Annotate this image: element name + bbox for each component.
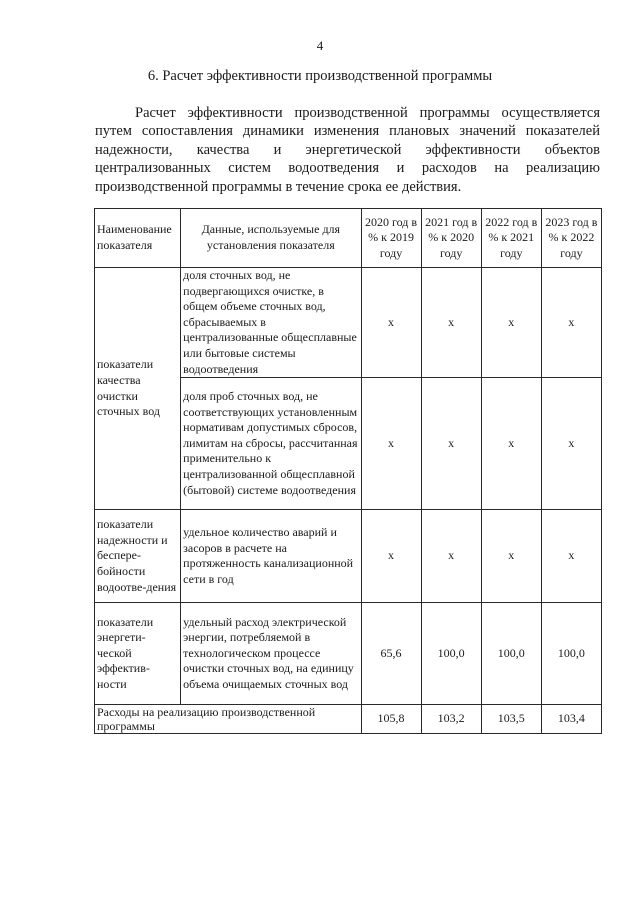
table-row [95, 510, 602, 603]
value-cell: 100,0 [481, 603, 541, 705]
efficiency-table [94, 208, 602, 734]
value-cell: 65,6 [361, 603, 421, 705]
value-cell: 100,0 [421, 603, 481, 705]
section-title: 6. Расчет эффективности производственной программы [147, 68, 493, 84]
category-reliability: показатели надежности и беспере-бойности водоотве-дения [95, 510, 181, 603]
header-year-2021: 2021 год в % к 2020 году [421, 209, 481, 268]
value-cell: x [361, 378, 421, 510]
header-year-2020: 2020 год в % к 2019 году [361, 209, 421, 268]
value-cell: x [541, 510, 601, 603]
category-energy: показатели энергети-ческой эффектив-ности [95, 603, 181, 705]
table-row [95, 603, 602, 705]
header-year-2023: 2023 год в % к 2022 году [541, 209, 601, 268]
category-quality: показатели качества очистки сточных вод [95, 268, 181, 510]
value-cell: 100,0 [541, 603, 601, 705]
value-cell: x [421, 378, 481, 510]
total-row [95, 705, 602, 734]
value-cell: x [481, 378, 541, 510]
value-cell: x [361, 268, 421, 378]
header-year-2022: 2022 год в % к 2021 году [481, 209, 541, 268]
value-cell: x [421, 268, 481, 378]
header-data-used: Данные, используемые для установления показателя [181, 209, 361, 268]
total-value-cell: 103,2 [421, 705, 481, 734]
table-header-row [95, 209, 602, 268]
value-cell: x [481, 510, 541, 603]
value-cell: x [541, 268, 601, 378]
row-data-description: удельный расход электрической энергии, потребляемой в технологическом процессе очистки сточных вод, на единицу объема очищаемых сточных вод [181, 603, 361, 705]
value-cell: x [541, 378, 601, 510]
value-cell: x [421, 510, 481, 603]
intro-paragraph [95, 104, 600, 196]
table-row [95, 268, 602, 378]
total-value-cell: 103,4 [541, 705, 601, 734]
total-value-cell: 105,8 [361, 705, 421, 734]
total-value-cell: 103,5 [481, 705, 541, 734]
page-number: 4 [316, 38, 324, 53]
value-cell: x [361, 510, 421, 603]
total-expenses-label: Расходы на реализацию производственной программы [95, 705, 362, 734]
value-cell: x [481, 268, 541, 378]
row-data-description: доля сточных вод, не подвергающихся очистке, в общем объеме сточных вод, сбрасываемых в централизованные общесплавные или бытовые системы водоотведения [181, 268, 361, 378]
intro-text: Расчет эффективности производственной программы осуществляется путем сопоставления динамики изменения плановых значений показателей надежности, качества и энергетической эффективности объектов централизованных систем водоотведения и расходов на реализацию производственной программы в течение срока ее действия. [95, 105, 600, 195]
row-data-description: доля проб сточных вод, не соответствующих установленным нормативам допустимых сбросов, лимитам на сбросы, рассчитанная применительно к централизованной общесплавной (бытовой) системе водоотведения [181, 378, 361, 510]
header-indicator-name: Наименование показателя [95, 209, 181, 268]
row-data-description: удельное количество аварий и засоров в расчете на протяженность канализационной сети в год [181, 510, 361, 603]
